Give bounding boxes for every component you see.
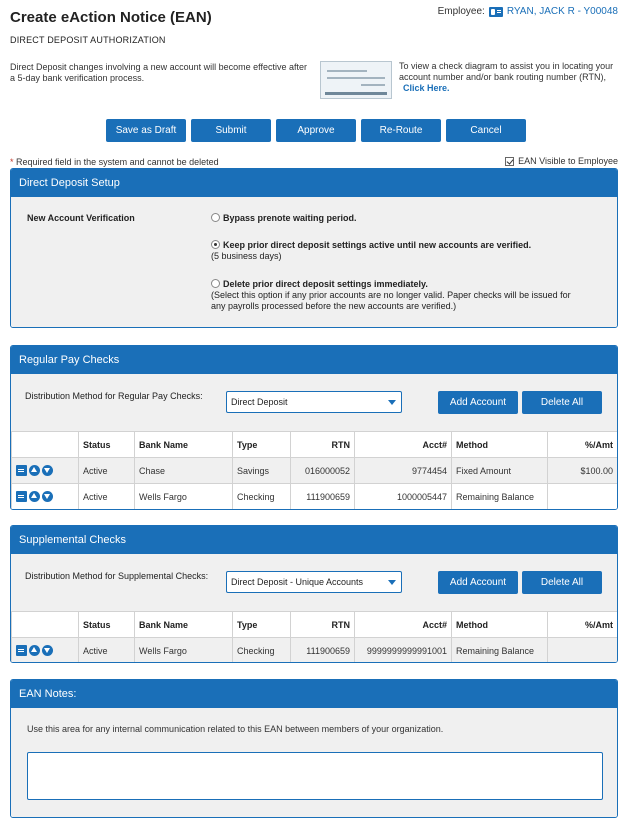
regular-delete-all-button[interactable]: Delete All bbox=[522, 391, 602, 414]
notes-textarea[interactable] bbox=[27, 752, 603, 800]
option-note: (5 business days) bbox=[211, 251, 282, 261]
employee-link[interactable]: RYAN, JACK R - Y00048 bbox=[506, 6, 618, 17]
check-help bbox=[399, 61, 621, 94]
col-amt: %/Amt bbox=[548, 612, 618, 638]
col-actions bbox=[12, 432, 79, 458]
panel-title: Direct Deposit Setup bbox=[11, 169, 617, 197]
employee-label: Employee: bbox=[437, 6, 485, 17]
cell-type: Savings bbox=[233, 458, 291, 484]
cell-rtn: 016000052 bbox=[291, 458, 355, 484]
row-actions bbox=[12, 638, 79, 664]
supplemental-checks-panel bbox=[10, 525, 618, 663]
supplemental-add-account-button[interactable]: Add Account bbox=[438, 571, 518, 594]
panel-title: Supplemental Checks bbox=[11, 526, 617, 554]
regular-dist-select[interactable] bbox=[226, 391, 402, 413]
col-rtn: RTN bbox=[291, 432, 355, 458]
option-label: Keep prior direct deposit settings active until new accounts are verified. bbox=[223, 240, 532, 250]
save-draft-button[interactable]: Save as Draft bbox=[106, 119, 186, 142]
arrow-up-icon[interactable] bbox=[29, 465, 40, 476]
col-amt: %/Amt bbox=[548, 432, 618, 458]
col-type: Type bbox=[233, 432, 291, 458]
id-card-icon bbox=[489, 7, 503, 17]
cell-amt: $100.00 bbox=[548, 458, 618, 484]
ean-visible-toggle[interactable] bbox=[505, 156, 618, 166]
cell-type: Checking bbox=[233, 484, 291, 510]
supplemental-dist-label: Distribution Method for Supplemental Checks: bbox=[25, 571, 209, 581]
col-type: Type bbox=[233, 612, 291, 638]
option-keep-prior[interactable] bbox=[211, 240, 531, 262]
required-note-text: Required field in the system and cannot be deleted bbox=[16, 157, 219, 167]
required-star: * bbox=[10, 157, 14, 167]
page-subtitle: DIRECT DEPOSIT AUTHORIZATION bbox=[10, 35, 166, 45]
table-row bbox=[12, 458, 618, 484]
cell-acct: 9999999999991001 bbox=[355, 638, 452, 664]
cell-acct: 9774454 bbox=[355, 458, 452, 484]
regular-pay-checks-panel bbox=[10, 345, 618, 510]
arrow-down-icon[interactable] bbox=[42, 645, 53, 656]
table-row bbox=[12, 638, 618, 664]
action-bar bbox=[106, 119, 526, 142]
supplemental-delete-all-button[interactable]: Delete All bbox=[522, 571, 602, 594]
check-help-text: To view a check diagram to assist you in locating your account number and/or bank routing number (RTN), bbox=[399, 61, 614, 82]
row-actions bbox=[12, 458, 79, 484]
intro-text: Direct Deposit changes involving a new account will become effective after a 5-day bank verification process. bbox=[10, 62, 307, 83]
table-header-row bbox=[12, 612, 618, 638]
col-status: Status bbox=[79, 432, 135, 458]
supplemental-accounts-table bbox=[11, 611, 618, 663]
col-method: Method bbox=[452, 612, 548, 638]
panel-title: EAN Notes: bbox=[11, 680, 617, 708]
caret-down-icon bbox=[388, 400, 396, 405]
arrow-up-icon[interactable] bbox=[29, 491, 40, 502]
edit-doc-icon[interactable] bbox=[16, 645, 27, 656]
col-bank: Bank Name bbox=[135, 432, 233, 458]
regular-accounts-table bbox=[11, 431, 618, 510]
regular-add-account-button[interactable]: Add Account bbox=[438, 391, 518, 414]
cell-type: Checking bbox=[233, 638, 291, 664]
supplemental-dist-value: Direct Deposit - Unique Accounts bbox=[231, 577, 364, 587]
new-account-verification-label: New Account Verification bbox=[27, 213, 135, 223]
reroute-button[interactable]: Re-Route bbox=[361, 119, 441, 142]
required-note bbox=[10, 157, 219, 167]
col-bank: Bank Name bbox=[135, 612, 233, 638]
supplemental-dist-select[interactable] bbox=[226, 571, 402, 593]
option-bypass-prenote[interactable] bbox=[211, 213, 357, 224]
cell-method: Remaining Balance bbox=[452, 484, 548, 510]
cell-status: Active bbox=[79, 638, 135, 664]
caret-down-icon bbox=[388, 580, 396, 585]
cell-bank: Chase bbox=[135, 458, 233, 484]
notes-description: Use this area for any internal communication related to this EAN between members of your organization. bbox=[27, 724, 444, 734]
arrow-up-icon[interactable] bbox=[29, 645, 40, 656]
cell-method: Fixed Amount bbox=[452, 458, 548, 484]
col-status: Status bbox=[79, 612, 135, 638]
option-label: Bypass prenote waiting period. bbox=[223, 213, 357, 223]
arrow-down-icon[interactable] bbox=[42, 465, 53, 476]
cell-acct: 1000005447 bbox=[355, 484, 452, 510]
radio-icon[interactable] bbox=[211, 279, 220, 288]
panel-title: Regular Pay Checks bbox=[11, 346, 617, 374]
approve-button[interactable]: Approve bbox=[276, 119, 356, 142]
radio-icon[interactable] bbox=[211, 213, 220, 222]
col-actions bbox=[12, 612, 79, 638]
cell-method: Remaining Balance bbox=[452, 638, 548, 664]
col-acct: Acct# bbox=[355, 432, 452, 458]
cell-status: Active bbox=[79, 458, 135, 484]
direct-deposit-setup-panel bbox=[10, 168, 618, 328]
option-label: Delete prior direct deposit settings immediately. bbox=[223, 279, 428, 289]
cell-rtn: 111900659 bbox=[291, 638, 355, 664]
cell-bank: Wells Fargo bbox=[135, 484, 233, 510]
cell-bank: Wells Fargo bbox=[135, 638, 233, 664]
cell-amt bbox=[548, 638, 618, 664]
col-method: Method bbox=[452, 432, 548, 458]
ean-visible-checkbox[interactable] bbox=[505, 157, 514, 166]
cell-status: Active bbox=[79, 484, 135, 510]
page-title: Create eAction Notice (EAN) bbox=[10, 9, 212, 26]
arrow-down-icon[interactable] bbox=[42, 491, 53, 502]
employee-info bbox=[438, 6, 618, 17]
col-acct: Acct# bbox=[355, 612, 452, 638]
row-actions bbox=[12, 484, 79, 510]
table-header-row bbox=[12, 432, 618, 458]
click-here-link[interactable]: Click Here. bbox=[403, 83, 450, 93]
regular-dist-value: Direct Deposit bbox=[231, 397, 288, 407]
radio-icon[interactable] bbox=[211, 240, 220, 249]
cell-rtn: 111900659 bbox=[291, 484, 355, 510]
option-note: (Select this option if any prior accounts are no longer valid. Paper checks will be issued for any payrolls processed before the new accounts are verified.) bbox=[211, 290, 571, 311]
cancel-button[interactable]: Cancel bbox=[446, 119, 526, 142]
edit-doc-icon[interactable] bbox=[16, 491, 27, 502]
regular-dist-label: Distribution Method for Regular Pay Checks: bbox=[25, 391, 203, 401]
option-delete-prior[interactable] bbox=[211, 279, 571, 312]
edit-doc-icon[interactable] bbox=[16, 465, 27, 476]
table-row bbox=[12, 484, 618, 510]
check-diagram-image bbox=[320, 61, 392, 99]
ean-notes-panel bbox=[10, 679, 618, 818]
ean-visible-label: EAN Visible to Employee bbox=[518, 156, 618, 166]
cell-amt bbox=[548, 484, 618, 510]
col-rtn: RTN bbox=[291, 612, 355, 638]
submit-button[interactable]: Submit bbox=[191, 119, 271, 142]
